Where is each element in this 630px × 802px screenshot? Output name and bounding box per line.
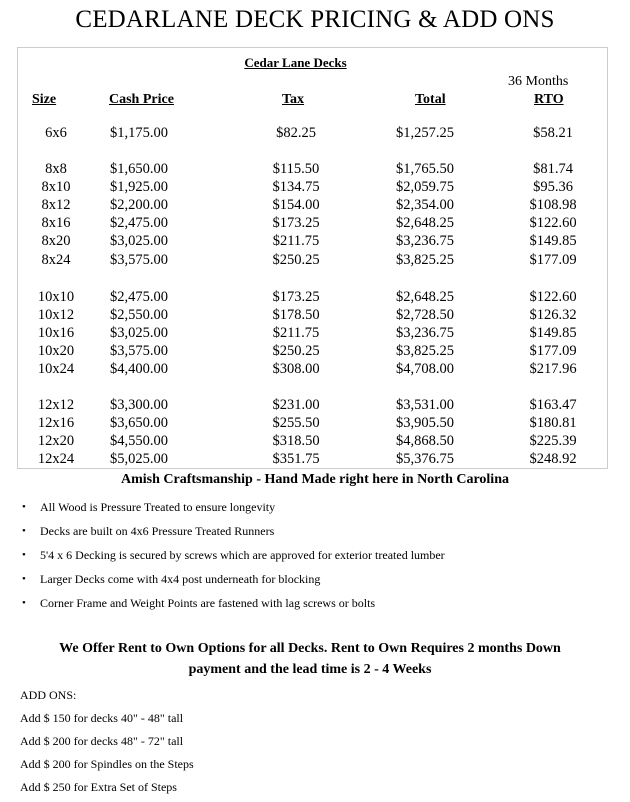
bullet-icon: • xyxy=(22,525,26,537)
total-cell: $3,531.00 xyxy=(396,397,454,413)
size-cell: 8x10 xyxy=(41,179,71,195)
page-title: CEDARLANE DECK PRICING & ADD ONS xyxy=(75,6,555,33)
tax-header: Tax xyxy=(282,92,305,107)
cash-price-cell: $3,025.00 xyxy=(110,233,168,249)
list-item xyxy=(20,519,445,543)
size-cell: 10x10 xyxy=(37,289,75,305)
total-cell: $5,376.75 xyxy=(396,451,454,467)
size-cell: 12x20 xyxy=(37,433,75,449)
total-cell: $3,905.50 xyxy=(396,415,454,431)
cash-price-cell: $2,200.00 xyxy=(110,197,168,213)
total-cell: $1,765.50 xyxy=(396,161,454,177)
list-item-text: All Wood is Pressure Treated to ensure longevity xyxy=(40,500,276,514)
total-cell: $3,825.25 xyxy=(396,252,454,268)
total-cell: $3,236.75 xyxy=(396,325,454,341)
cash-price-cell: $3,025.00 xyxy=(110,325,168,341)
rent-to-own-offer xyxy=(10,638,610,680)
tax-cell: $134.75 xyxy=(272,179,320,195)
size-cell: 8x20 xyxy=(41,233,71,249)
tax-cell: $211.75 xyxy=(272,233,320,249)
list-item xyxy=(20,495,445,519)
rto-cell: $248.92 xyxy=(529,451,577,467)
tax-cell: $308.00 xyxy=(272,361,320,377)
tax-cell: $173.25 xyxy=(272,289,320,305)
total-cell: $4,868.50 xyxy=(396,433,454,449)
rto-cell: $149.85 xyxy=(529,233,577,249)
total-cell: $3,825.25 xyxy=(396,343,454,359)
cash-price-cell: $3,575.00 xyxy=(110,343,168,359)
tax-cell: $178.50 xyxy=(272,307,320,323)
tax-cell: $82.25 xyxy=(276,125,316,141)
tax-cell: $115.50 xyxy=(272,161,320,177)
total-cell: $4,708.00 xyxy=(396,361,454,377)
list-item-text: Larger Decks come with 4x4 post underneath for blocking xyxy=(40,572,321,586)
rto-cell: $122.60 xyxy=(529,215,577,231)
table-caption: Cedar Lane Decks xyxy=(244,55,347,70)
total-cell: $2,059.75 xyxy=(396,179,454,195)
cash-price-cell: $5,025.00 xyxy=(110,451,168,467)
size-cell: 12x24 xyxy=(37,451,75,467)
list-item xyxy=(20,591,445,615)
cash-price-cell: $4,550.00 xyxy=(110,433,168,449)
list-item xyxy=(20,567,445,591)
cash-price-cell: $4,400.00 xyxy=(110,361,168,377)
cash-price-cell: $3,650.00 xyxy=(110,415,168,431)
total-cell: $2,648.25 xyxy=(396,289,454,305)
rto-cell: $108.98 xyxy=(529,197,577,213)
cash-price-cell: $2,475.00 xyxy=(110,289,168,305)
size-cell: 10x24 xyxy=(37,361,75,377)
bullet-icon: • xyxy=(22,549,26,561)
tax-cell: $211.75 xyxy=(272,325,320,341)
bullet-icon: • xyxy=(22,597,26,609)
rto-cell: $217.96 xyxy=(529,361,577,377)
size-header: Size xyxy=(32,92,57,107)
size-cell: 8x8 xyxy=(45,161,67,177)
rto-cell: $180.81 xyxy=(529,415,577,431)
size-cell: 10x16 xyxy=(37,325,75,341)
rto-header: RTO xyxy=(534,92,564,107)
tax-cell: $318.50 xyxy=(272,433,320,449)
tax-cell: $154.00 xyxy=(272,197,320,213)
size-cell: 12x12 xyxy=(37,397,75,413)
bullet-icon: • xyxy=(22,573,26,585)
total-cell: $1,257.25 xyxy=(396,125,454,141)
feature-list xyxy=(20,495,445,615)
addon-item: Add $ 200 for decks 48" - 72" tall xyxy=(20,734,184,748)
cash-price-cell: $3,300.00 xyxy=(110,397,168,413)
tagline: Amish Craftsmanship - Hand Made right here in North Carolina xyxy=(120,472,509,487)
cash-price-cell: $3,575.00 xyxy=(110,252,168,268)
list-item-text: Corner Frame and Weight Points are fastened with lag screws or bolts xyxy=(40,596,376,610)
rto-cell: $126.32 xyxy=(529,307,577,323)
size-cell: 8x16 xyxy=(41,215,71,231)
addons-section xyxy=(20,684,194,799)
total-cell: $3,236.75 xyxy=(396,233,454,249)
pricing-table xyxy=(17,47,608,469)
tax-cell: $173.25 xyxy=(272,215,320,231)
addon-item: Add $ 200 for Spindles on the Steps xyxy=(20,757,194,771)
total-header: Total xyxy=(415,92,446,107)
size-cell: 8x12 xyxy=(41,197,71,213)
offer-line-2: payment and the lead time is 2 - 4 Weeks xyxy=(188,662,432,677)
cash-price-cell: $1,650.00 xyxy=(110,161,168,177)
rto-cell: $225.39 xyxy=(529,433,577,449)
list-item xyxy=(20,543,445,567)
total-cell: $2,354.00 xyxy=(396,197,454,213)
cash-price-header: Cash Price xyxy=(109,92,174,107)
addon-item: Add $ 250 for Extra Set of Steps xyxy=(20,780,177,794)
tax-cell: $250.25 xyxy=(272,343,320,359)
addon-item: Add $ 150 for decks 40" - 48" tall xyxy=(20,711,184,725)
tax-cell: $250.25 xyxy=(272,252,320,268)
rto-cell: $95.36 xyxy=(533,179,573,195)
total-cell: $2,648.25 xyxy=(396,215,454,231)
tax-cell: $231.00 xyxy=(272,397,320,413)
rto-months-header: 36 Months xyxy=(508,74,569,89)
list-item-text: 5'4 x 6 Decking is secured by screws which are approved for exterior treated lumber xyxy=(40,548,445,562)
tax-cell: $255.50 xyxy=(272,415,320,431)
size-cell: 12x16 xyxy=(37,415,75,431)
cash-price-cell: $1,175.00 xyxy=(110,125,168,141)
tax-cell: $351.75 xyxy=(272,451,320,467)
list-item-text: Decks are built on 4x6 Pressure Treated Runners xyxy=(40,524,275,538)
rto-cell: $149.85 xyxy=(529,325,577,341)
rto-cell: $163.47 xyxy=(529,397,577,413)
size-cell: 6x6 xyxy=(45,125,67,141)
rto-cell: $58.21 xyxy=(533,125,573,141)
offer-line-1: We Offer Rent to Own Options for all Decks. Rent to Own Requires 2 months Down xyxy=(59,641,561,656)
cash-price-cell: $1,925.00 xyxy=(110,179,168,195)
size-cell: 8x24 xyxy=(41,252,71,268)
addons-heading: ADD ONS: xyxy=(20,688,77,702)
size-cell: 10x20 xyxy=(37,343,75,359)
rto-cell: $81.74 xyxy=(533,161,573,177)
total-cell: $2,728.50 xyxy=(396,307,454,323)
bullet-icon: • xyxy=(22,501,26,513)
cash-price-cell: $2,475.00 xyxy=(110,215,168,231)
rto-cell: $177.09 xyxy=(529,252,577,268)
rto-cell: $177.09 xyxy=(529,343,577,359)
size-cell: 10x12 xyxy=(37,307,75,323)
rto-cell: $122.60 xyxy=(529,289,577,305)
cash-price-cell: $2,550.00 xyxy=(110,307,168,323)
